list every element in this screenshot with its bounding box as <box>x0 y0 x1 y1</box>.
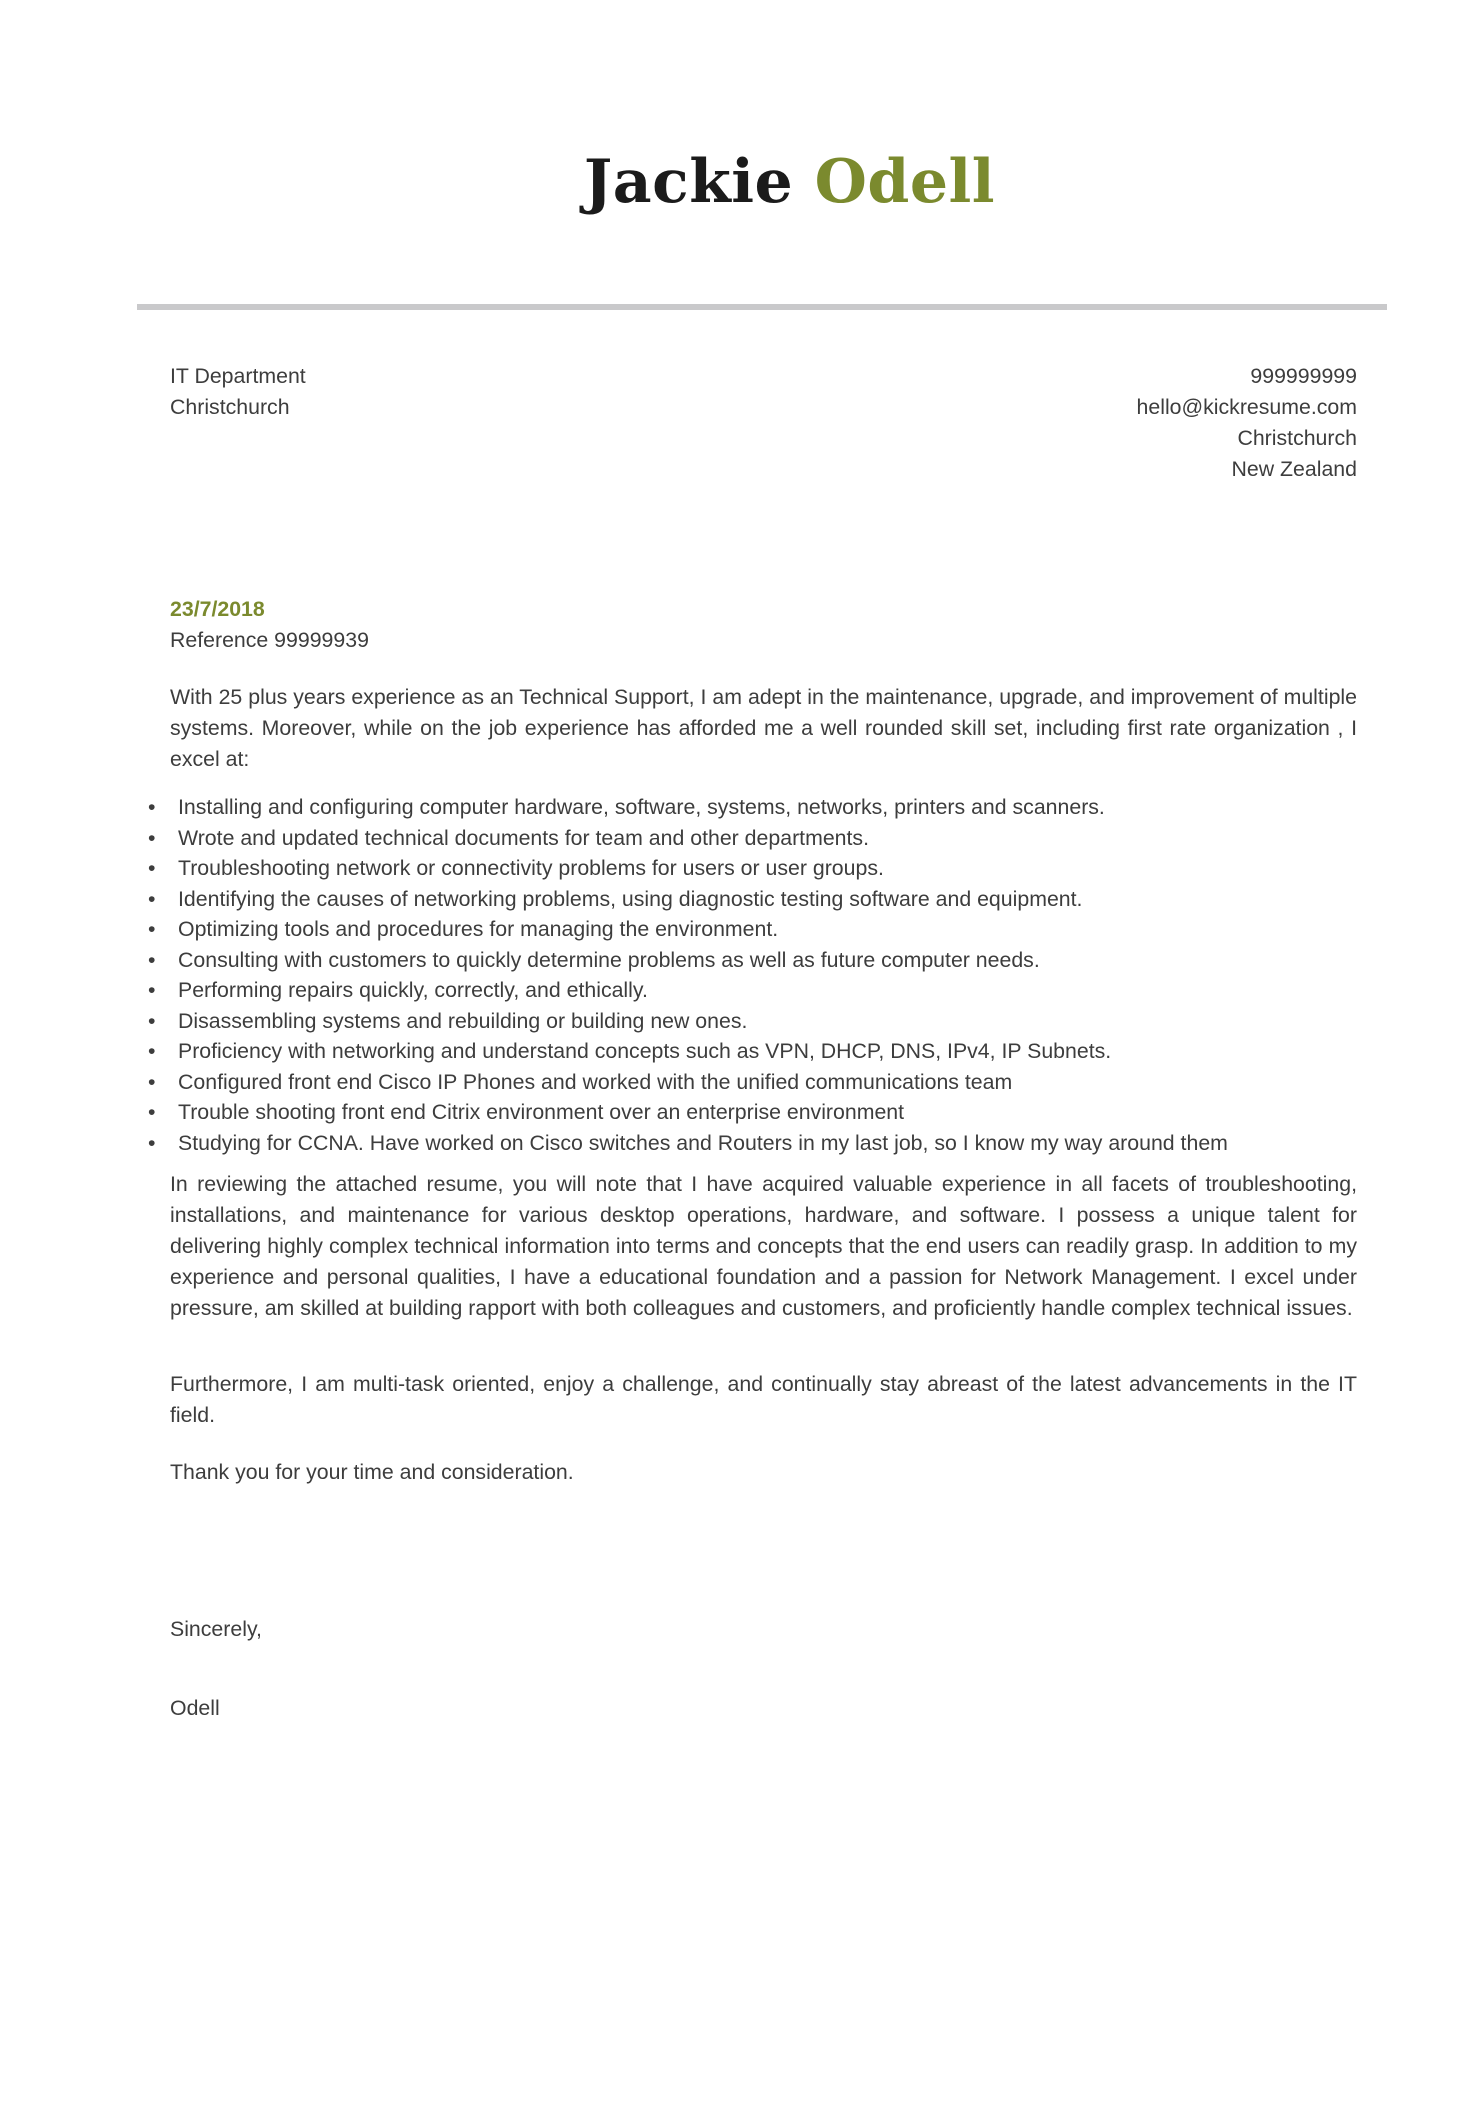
list-item: • Configured front end Cisco IP Phones and worked with the unified communications team <box>178 1067 1357 1098</box>
list-item: • Troubleshooting network or connectivity problems for users or user groups. <box>178 853 1357 884</box>
list-item: • Consulting with customers to quickly determine problems as well as future computer needs. <box>178 945 1357 976</box>
address-row <box>170 361 1357 485</box>
title-first-name: Jackie <box>583 147 794 218</box>
list-item: • Optimizing tools and procedures for managing the environment. <box>178 914 1357 945</box>
list-item: • Proficiency with networking and understand concepts such as VPN, DHCP, DNS, IPv4, IP Subnets. <box>178 1036 1357 1067</box>
list-item: • Performing repairs quickly, correctly, and ethically. <box>178 975 1357 1006</box>
list-item: • Wrote and updated technical documents for team and other departments. <box>178 823 1357 854</box>
sender-email: hello@kickresume.com <box>1136 395 1357 420</box>
list-item: • Disassembling systems and rebuilding or building new ones. <box>178 1006 1357 1037</box>
list-item: • Installing and configuring computer hardware, software, systems, networks, printers and scanners. <box>178 792 1357 823</box>
sender-address <box>1137 361 1357 485</box>
sender-country: New Zealand <box>1231 457 1357 482</box>
divider <box>137 304 1387 310</box>
meta-block <box>170 594 1357 656</box>
reference-number: Reference 99999939 <box>170 628 369 653</box>
list-item: • Identifying the causes of networking problems, using diagnostic testing software and equipment. <box>178 884 1357 915</box>
signature-text: Odell <box>170 1696 220 1721</box>
recipient-line: Christchurch <box>170 395 290 420</box>
list-item: • Trouble shooting front end Citrix environment over an enterprise environment <box>178 1097 1357 1128</box>
letter-date: 23/7/2018 <box>170 597 265 622</box>
sender-phone: 999999999 <box>1250 364 1357 389</box>
skills-list <box>170 792 1357 1158</box>
intro-paragraph: With 25 plus years experience as an Technical Support, I am adept in the maintenance, upgrade, and improvement of multiple systems. Moreover, while on the job experience has afforded me a well rounded skill set, including first rate organization , I excel at: <box>170 685 1357 772</box>
list-item: • Studying for CCNA. Have worked on Cisco switches and Routers in my last job, so I know my way around them <box>178 1128 1357 1159</box>
closing-salutation <box>170 1614 1357 1645</box>
recipient-line: IT Department <box>170 364 306 389</box>
experience-paragraph: In reviewing the attached resume, you will note that I have acquired valuable experience in all facets of troubleshooting, installations, and maintenance for various desktop operations, hardware, and software. I possess a unique talent for delivering highly complex technical information into terms and concepts that the end users can readily grasp. In addition to my experience and personal qualities, I have a educational foundation and a passion for Network Management. I excel under pressure, am skilled at building rapport with both colleagues and customers, and proficiently handle complex technical issues. <box>170 1172 1357 1321</box>
title-last-name: Odell <box>814 147 996 218</box>
cover-letter-page <box>0 40 1468 2116</box>
closing-signature <box>170 1693 1357 1724</box>
closing-paragraph: Furthermore, I am multi-task oriented, enjoy a challenge, and continually stay abreast of the latest advancements in the IT field. <box>170 1372 1357 1428</box>
letter-content <box>170 361 1357 1724</box>
sender-city: Christchurch <box>1237 426 1357 451</box>
page-title <box>111 40 1468 218</box>
thanks-line: Thank you for your time and consideration. <box>170 1460 574 1485</box>
salutation-text: Sincerely, <box>170 1617 262 1642</box>
recipient-address <box>170 361 306 423</box>
